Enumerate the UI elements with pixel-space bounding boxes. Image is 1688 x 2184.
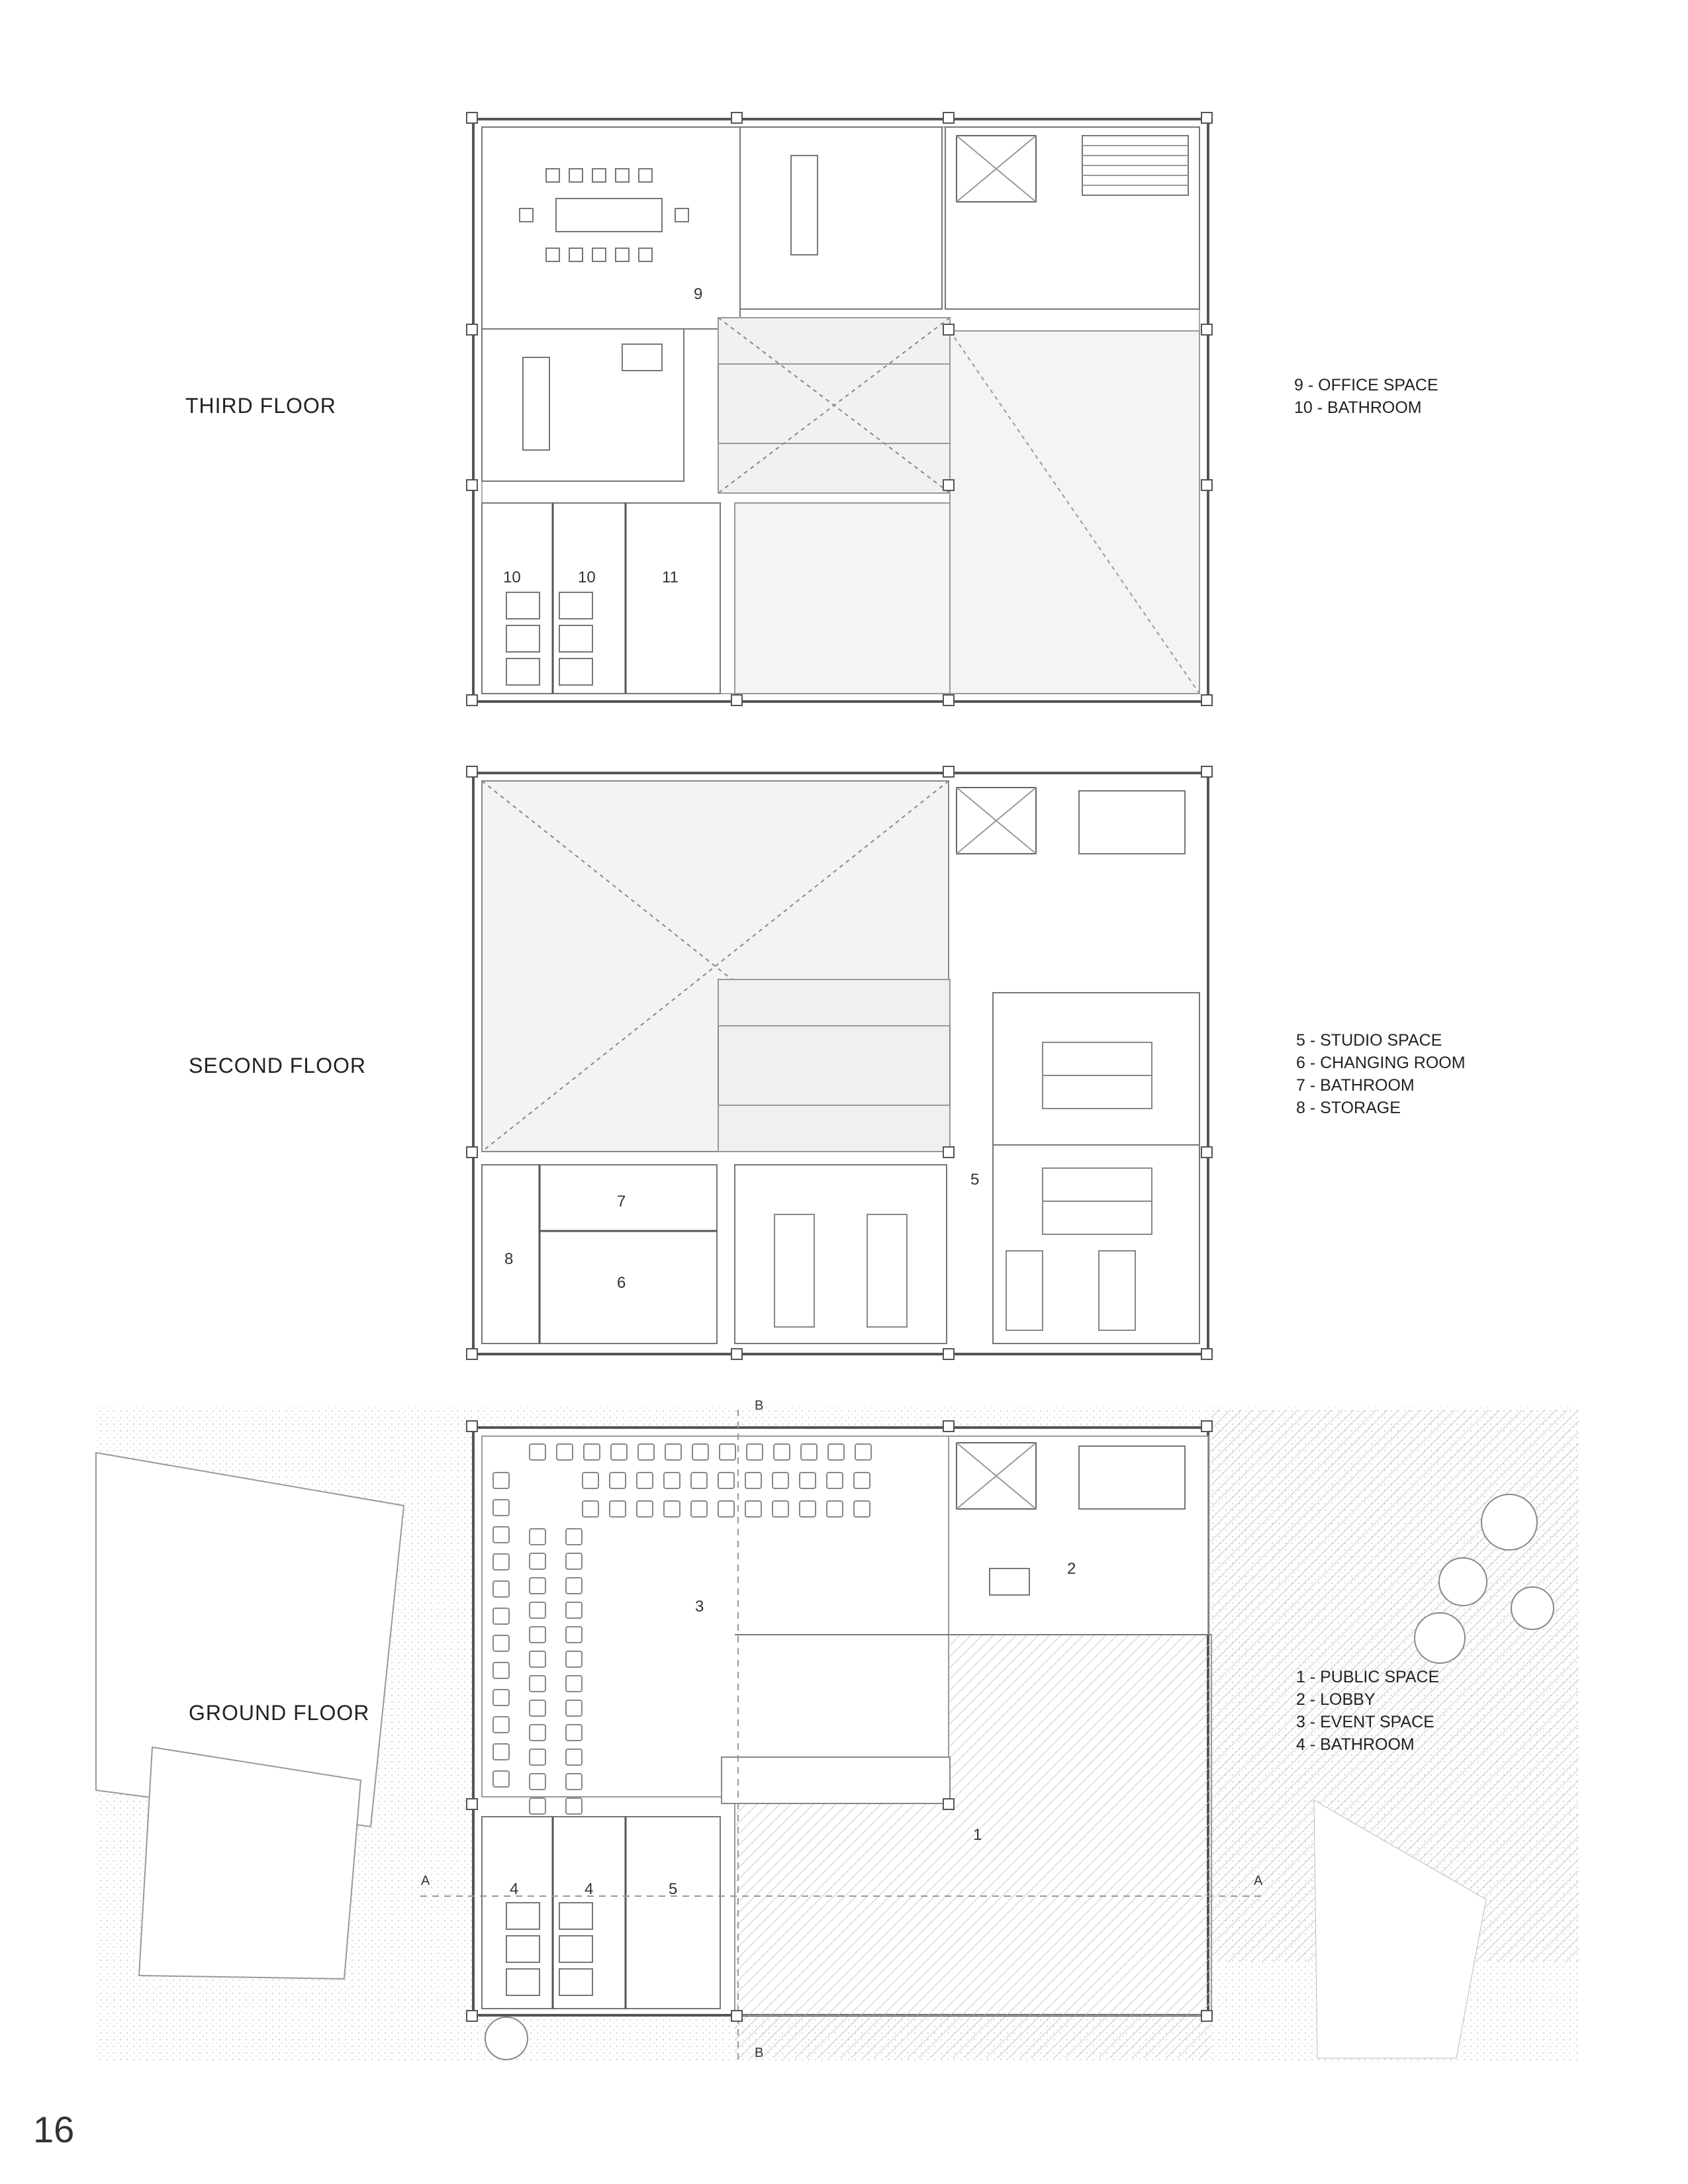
event-chair: [530, 1749, 545, 1765]
ground-floor-plan: [420, 1410, 1264, 2062]
event-chair: [566, 1749, 582, 1765]
third-room-label: 9: [694, 285, 703, 303]
event-chair: [493, 1744, 509, 1760]
event-chair: [566, 1602, 582, 1618]
event-chair: [611, 1444, 627, 1460]
event-chair: [566, 1529, 582, 1545]
event-chair: [637, 1473, 653, 1488]
event-chair: [774, 1444, 790, 1460]
event-chair: [610, 1473, 626, 1488]
second-floor-title: SECOND FLOOR: [189, 1054, 367, 1077]
event-chair: [801, 1444, 817, 1460]
second-floor-plan: [467, 766, 1212, 1359]
event-chair: [566, 1774, 582, 1790]
third-room-label: 11: [662, 569, 679, 586]
section-marker-b-bottom: B: [755, 2046, 764, 2060]
legend-item: 1 - PUBLIC SPACE: [1296, 1668, 1440, 1686]
third-floor-plan: [467, 113, 1212, 705]
event-chair: [566, 1578, 582, 1594]
section-marker-b-top: B: [755, 1398, 764, 1413]
event-chair: [718, 1501, 734, 1517]
third-floor-legend: [1294, 374, 1438, 419]
event-chair: [493, 1717, 509, 1733]
second-room-label: 8: [504, 1250, 514, 1268]
section-marker-a-right: A: [1254, 1874, 1263, 1888]
page-number: 16: [33, 2109, 75, 2150]
event-chair: [493, 1581, 509, 1597]
event-chair: [610, 1501, 626, 1517]
event-chair: [583, 1501, 598, 1517]
event-chair: [493, 1527, 509, 1543]
third-floor-title: THIRD FLOOR: [185, 394, 336, 418]
legend-item: 2 - LOBBY: [1296, 1690, 1376, 1709]
event-chair: [691, 1501, 707, 1517]
ground-floor-title: GROUND FLOOR: [189, 1701, 370, 1725]
event-chair: [566, 1651, 582, 1667]
event-chair: [691, 1473, 707, 1488]
event-chair: [493, 1500, 509, 1516]
event-chair: [530, 1700, 545, 1716]
event-chair: [566, 1700, 582, 1716]
event-chair: [493, 1690, 509, 1706]
event-chair: [583, 1473, 598, 1488]
event-chair: [493, 1554, 509, 1570]
event-chair: [566, 1627, 582, 1643]
event-chair: [827, 1473, 843, 1488]
event-chair: [493, 1771, 509, 1787]
event-chair: [747, 1444, 763, 1460]
event-chair: [665, 1444, 681, 1460]
third-room-label: 10: [578, 569, 596, 586]
event-chair: [637, 1501, 653, 1517]
event-chair: [530, 1627, 545, 1643]
ground-room-label: 1: [973, 1826, 982, 1844]
event-chair: [854, 1501, 870, 1517]
ground-room-label: 4: [510, 1880, 519, 1898]
event-chair: [530, 1578, 545, 1594]
event-chair: [530, 1553, 545, 1569]
legend-item: 8 - STORAGE: [1296, 1099, 1401, 1117]
event-chair: [827, 1501, 843, 1517]
event-chair: [530, 1651, 545, 1667]
event-chair: [800, 1473, 816, 1488]
event-chair: [530, 1602, 545, 1618]
second-room-label: 7: [617, 1193, 626, 1210]
ground-floor-legend: [1296, 1666, 1439, 1756]
third-room-label: 10: [503, 569, 521, 586]
ground-room-label: 4: [585, 1880, 594, 1898]
legend-item: 10 - BATHROOM: [1294, 398, 1422, 417]
event-chair: [530, 1725, 545, 1741]
event-chair: [566, 1553, 582, 1569]
event-chair: [584, 1444, 600, 1460]
event-chair: [530, 1798, 545, 1814]
event-chair: [530, 1444, 545, 1460]
legend-item: 6 - CHANGING ROOM: [1296, 1054, 1466, 1072]
event-chair: [493, 1635, 509, 1651]
event-chair: [530, 1529, 545, 1545]
event-chair: [855, 1444, 871, 1460]
event-chair: [566, 1725, 582, 1741]
event-chair: [530, 1774, 545, 1790]
event-chair: [557, 1444, 573, 1460]
second-room-label: 6: [617, 1274, 626, 1292]
event-chair: [638, 1444, 654, 1460]
event-chair: [773, 1501, 788, 1517]
event-chair: [664, 1501, 680, 1517]
event-chair: [854, 1473, 870, 1488]
second-room-label: 5: [970, 1171, 980, 1189]
legend-item: 3 - EVENT SPACE: [1296, 1713, 1434, 1731]
event-chair: [745, 1501, 761, 1517]
event-chair: [566, 1798, 582, 1814]
event-chair: [692, 1444, 708, 1460]
ground-room-label: 5: [669, 1880, 678, 1898]
legend-item: 7 - BATHROOM: [1296, 1076, 1415, 1095]
event-chair: [720, 1444, 735, 1460]
ground-room-label: 2: [1067, 1560, 1076, 1578]
legend-item: 9 - OFFICE SPACE: [1294, 376, 1438, 394]
event-chair: [664, 1473, 680, 1488]
event-chair: [566, 1676, 582, 1692]
event-chair: [493, 1608, 509, 1624]
legend-item: 4 - BATHROOM: [1296, 1735, 1415, 1754]
event-chair: [493, 1662, 509, 1678]
event-chair: [745, 1473, 761, 1488]
event-chair: [773, 1473, 788, 1488]
legend-item: 5 - STUDIO SPACE: [1296, 1031, 1442, 1050]
ground-room-label: 3: [695, 1598, 704, 1615]
event-chair: [493, 1473, 509, 1488]
event-chair: [718, 1473, 734, 1488]
section-marker-a-left: A: [421, 1874, 430, 1888]
event-chair: [800, 1501, 816, 1517]
event-chair: [828, 1444, 844, 1460]
second-floor-legend: [1296, 1029, 1466, 1119]
event-chair: [530, 1676, 545, 1692]
